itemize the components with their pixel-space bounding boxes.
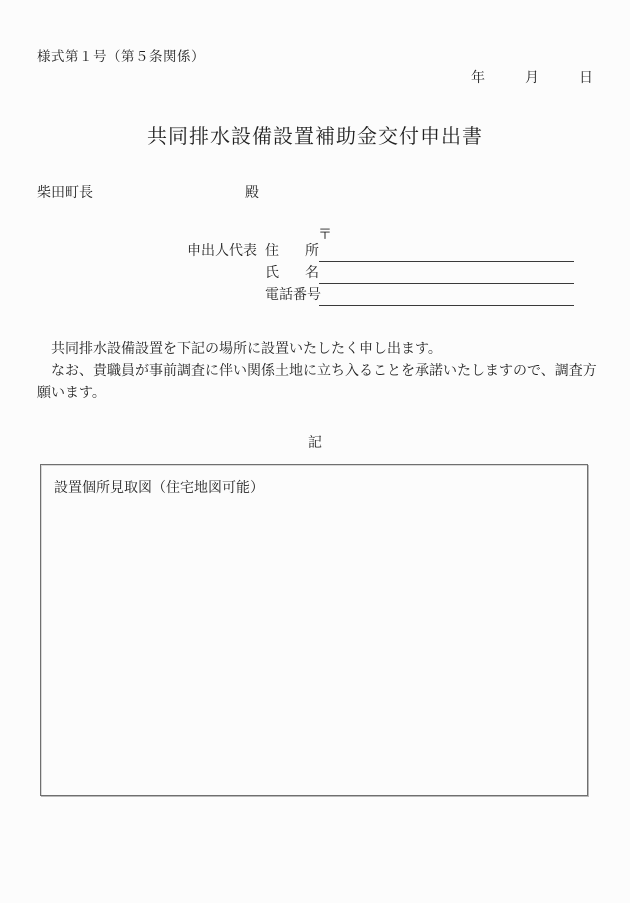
applicant-address-row	[187, 240, 574, 262]
date-day-label: 日	[579, 71, 593, 86]
date-month-label: 月	[525, 71, 539, 86]
addressee-honorific: 殿	[245, 186, 259, 201]
address-label-first: 住	[265, 244, 279, 259]
name-label-second: 名	[305, 266, 319, 281]
phone-label: 電話番号	[265, 288, 321, 303]
record-mark: 記	[308, 436, 322, 451]
applicant-phone-row	[187, 284, 574, 306]
address-fill-line	[319, 239, 574, 262]
applicant-name-row	[187, 262, 574, 284]
address-label	[265, 242, 319, 262]
document-title: 共同排水設備設置補助金交付申出書	[147, 126, 483, 148]
applicant-representative-label: 申出人代表	[187, 244, 257, 259]
date-line	[471, 67, 593, 87]
address-label-second: 所	[305, 244, 319, 259]
addressee-line	[37, 182, 259, 202]
site-map-box	[40, 464, 588, 796]
body-sentence-2: なお、貴職員が事前調査に伴い関係土地に立ち入ることを承諾いたしますので、調査方願います。	[37, 364, 597, 401]
name-label	[265, 264, 319, 284]
postal-mark: 〒	[318, 228, 332, 243]
body-sentence-1: 共同排水設備設置を下記の場所に設置いたしたく申し出ます。	[51, 342, 442, 357]
applicant-block	[187, 240, 574, 306]
name-fill-line	[319, 261, 574, 284]
name-label-first: 氏	[265, 266, 279, 281]
form-number: 様式第１号（第５条関係）	[37, 49, 205, 64]
site-map-box-label: 設置個所見取図（住宅地図可能）	[54, 481, 264, 496]
body-text	[37, 339, 603, 405]
addressee-name: 柴田町長	[37, 186, 93, 201]
date-year-label: 年	[471, 71, 485, 86]
phone-fill-line	[319, 283, 574, 306]
